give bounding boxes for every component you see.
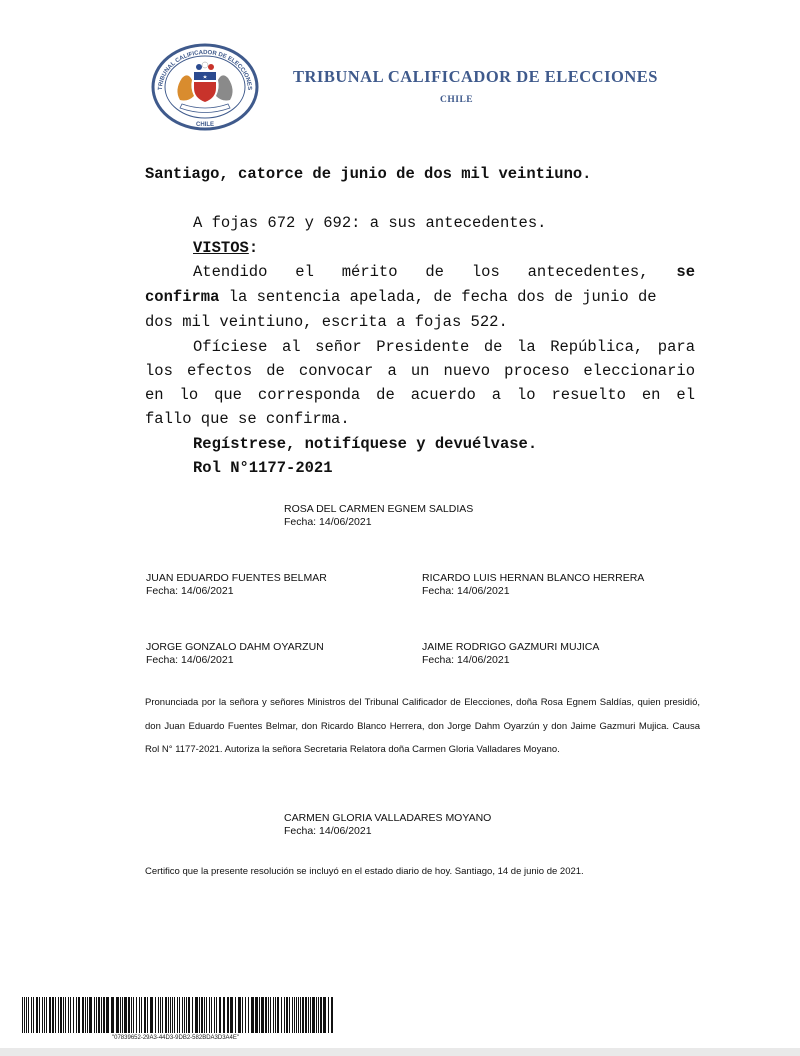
date-line: Santiago, catorce de junio de dos mil veintiuno. bbox=[145, 165, 592, 183]
p1-line1-text: Atendido el mérito de los antecedentes, bbox=[193, 263, 649, 281]
seal-text-bottom: CHILE bbox=[196, 122, 214, 128]
p1-line2 bbox=[145, 288, 695, 306]
vistos-label: VISTOS bbox=[193, 239, 249, 257]
seal-text-top: TRIBUNAL CALIFICADOR DE ELECCIONES bbox=[157, 50, 253, 91]
p1-line2-bold: confirma bbox=[145, 288, 220, 306]
fojas-line: A fojas 672 y 692: a sus antecedentes. bbox=[193, 214, 547, 232]
signer-name: ROSA DEL CARMEN EGNEM SALDIAS bbox=[284, 503, 474, 515]
signer-name: JORGE GONZALO DAHM OYARZUN bbox=[146, 641, 324, 653]
p2-line2: los efectos de convocar a un nuevo proceso eleccionario bbox=[145, 362, 695, 380]
signer-date: Fecha: 14/06/2021 bbox=[284, 516, 372, 528]
p1-line2-text: la sentencia apelada, de fecha dos de junio de bbox=[219, 288, 657, 306]
signer-date: Fecha: 14/06/2021 bbox=[146, 585, 234, 597]
p2-line1: Ofíciese al señor Presidente de la República, para bbox=[193, 338, 695, 356]
signer-date: Fecha: 14/06/2021 bbox=[284, 825, 372, 837]
p1-line3: dos mil veintiuno, escrita a fojas 522. bbox=[145, 313, 508, 331]
signature-block bbox=[422, 641, 599, 667]
barcode-icon bbox=[22, 997, 334, 1033]
certifico-line: Certifico que la presente resolución se incluyó en el estado diario de hoy. Santiago, 14 de junio de 2021. bbox=[145, 866, 584, 877]
signer-date: Fecha: 14/06/2021 bbox=[422, 585, 510, 597]
p1-line1 bbox=[193, 263, 695, 281]
signer-date: Fecha: 14/06/2021 bbox=[422, 654, 510, 666]
signer-date: Fecha: 14/06/2021 bbox=[146, 654, 234, 666]
p1-line1-bold: se bbox=[676, 263, 695, 281]
signer-name: JAIME RODRIGO GAZMURI MUJICA bbox=[422, 641, 600, 653]
signature-block bbox=[146, 572, 327, 598]
rol-line: Rol N°1177-2021 bbox=[193, 459, 333, 477]
signature-block bbox=[422, 572, 644, 598]
closing-line: Regístrese, notifíquese y devuélvase. bbox=[193, 435, 538, 453]
signer-name: RICARDO LUIS HERNAN BLANCO HERRERA bbox=[422, 572, 645, 584]
barcode-id: "07839652-29A3-44D3-9DB2-582BDA3D3A4E" bbox=[112, 1035, 240, 1041]
signature-block bbox=[146, 641, 324, 667]
p2-line3: en lo que corresponda de acuerdo a lo resuelto en el bbox=[145, 386, 695, 404]
org-title: TRIBUNAL CALIFICADOR DE ELECCIONES bbox=[293, 67, 658, 86]
pronunciada-paragraph: Pronunciada por la señora y señores Ministros del Tribunal Calificador de Elecciones, doña Rosa Egnem Saldías, quien presidió, don Juan Eduardo Fuentes Belmar, don Ricardo Blanco Herrera, don Jorge Dahm Oyarzún y don Jaime Gazmuri Mujica. Causa Rol N° 1177-2021. Autoriza la señora Secretaria Relatora doña Carmen Gloria Valladares Moyano. bbox=[145, 697, 700, 755]
signature-block bbox=[284, 812, 491, 838]
vistos-heading bbox=[193, 239, 258, 257]
tribunal-seal-icon bbox=[150, 42, 260, 132]
p2-line4: fallo que se confirma. bbox=[145, 410, 350, 428]
signer-name: JUAN EDUARDO FUENTES BELMAR bbox=[146, 572, 327, 584]
vistos-colon: : bbox=[248, 239, 259, 257]
bottom-edge bbox=[0, 1048, 800, 1056]
signature-block bbox=[284, 503, 473, 529]
org-subtitle: CHILE bbox=[440, 95, 474, 105]
signer-name: CARMEN GLORIA VALLADARES MOYANO bbox=[284, 812, 492, 824]
